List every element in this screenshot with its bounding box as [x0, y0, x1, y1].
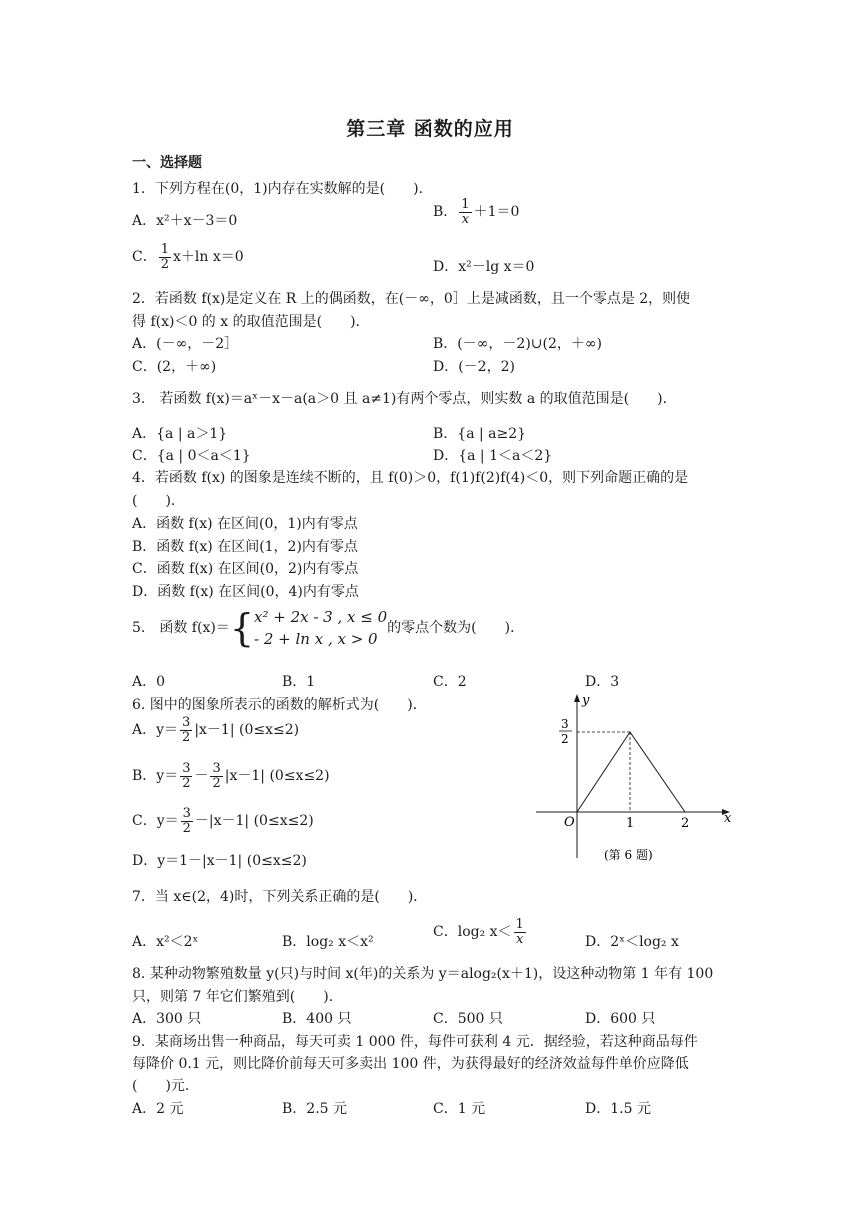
q2-option-a: A．(－∞，－2］	[132, 336, 239, 352]
q1-option-b: B． $\frac{1}{x}$ ＋1＝0	[433, 197, 520, 227]
q6-option-b: B．y＝ $\frac{3}{2}$ － $\frac{3}{2}$ |x－1| (0≤x≤2)	[132, 761, 330, 791]
y-tick-num: 3	[561, 717, 569, 731]
q4-option-b: B．函数 f(x) 在区间(1，2)内有零点	[132, 539, 358, 555]
x-axis-label: x	[724, 811, 732, 826]
q9-option-a: A．2 元	[132, 1101, 184, 1117]
q8-stem-line2: 只，则第 7 年它们繁殖到( )．	[132, 989, 343, 1005]
q5-case-1: x² + 2x - 3 , x ≤ 0	[254, 608, 388, 626]
fraction: $\frac{3}{2}$	[182, 806, 191, 836]
q1-option-c: C． $\frac{1}{2}$ x＋ln x＝0	[132, 242, 244, 272]
q8-option-c: C．500 只	[433, 1011, 503, 1027]
q3-option-b: B．{a | a≥2}	[433, 426, 527, 442]
q8-option-d: D．600 只	[585, 1011, 656, 1027]
q2-option-b: B．(－∞，－2)∪(2，＋∞)	[433, 336, 603, 352]
q6-option-d: D．y＝1－|x－1| (0≤x≤2)	[132, 853, 307, 869]
x-tick-1: 1	[626, 816, 635, 831]
q7-option-b: B．log₂ x＜x²	[282, 934, 374, 950]
q7-option-a: A．x²＜2ˣ	[132, 934, 199, 950]
page-title: 第三章 函数的应用	[346, 118, 514, 140]
q8-stem-line1: 8. 某种动物繁殖数量 y(只)与时间 x(年)的关系为 y＝alog₂(x＋1)，设这种动物第 1 年有 100	[132, 966, 714, 982]
q6-option-c: C．y＝ $\frac{3}{2}$ －|x－1| (0≤x≤2)	[132, 806, 314, 836]
q5-option-c: C．2	[433, 674, 467, 690]
y-axis-label: y	[582, 693, 590, 708]
q5-option-b: B．1	[282, 674, 316, 690]
x-tick-2: 2	[681, 816, 690, 831]
q3-stem: 3. 若函数 f(x)＝aˣ－x－a(a＞0 且 a≠1)有两个零点，则实数 a 的取值范围是( )．	[132, 391, 677, 407]
q5-stem: 5. 函数 f(x)＝{ x² + 2x - 3 , x ≤ 0 - 2 + ln x , x > 0 的零点个数为( )．	[132, 606, 525, 650]
q6-graph	[530, 688, 740, 868]
fraction: $\frac{3}{2}$	[182, 715, 191, 745]
y-tick-den: 2	[561, 732, 569, 746]
q4-stem-line1: 4．若函数 f(x) 的图象是连续不断的，且 f(0)＞0，f(1)f(2)f(4)＜0，则下列命题正确的是	[132, 470, 689, 486]
function-line	[577, 732, 685, 812]
fraction: $\frac{1}{x}$	[461, 197, 470, 227]
q9-stem-line1: 9．某商场出售一种商品，每天可卖 1 000 件，每件可获利 4 元．据经验，若这种商品每件	[132, 1034, 698, 1050]
q7-option-d: D．2ˣ＜log₂ x	[585, 934, 679, 950]
q9-option-c: C．1 元	[433, 1101, 486, 1117]
q8-option-a: A．300 只	[132, 1011, 202, 1027]
q4-option-d: D．函数 f(x) 在区间(0，4)内有零点	[132, 584, 359, 600]
q8-option-b: B．400 只	[282, 1011, 352, 1027]
q1-option-d: D．x²－lg x＝0	[433, 259, 535, 275]
piecewise-brace: { x² + 2x - 3 , x ≤ 0 - 2 + ln x , x > 0	[229, 606, 388, 650]
fraction: $\frac{3}{2}$	[212, 761, 221, 791]
q9-stem-line2: 每降价 0.1 元，则比降价前每天可多卖出 100 件，为获得最好的经济效益每件单价应降低	[132, 1056, 689, 1072]
q9-option-d: D．1.5 元	[585, 1101, 651, 1117]
q1-option-a: A．x²＋x－3＝0	[132, 213, 238, 229]
fraction: $\frac{1}{x}$	[515, 917, 524, 947]
section-title: 一、选择题	[132, 155, 202, 171]
q4-stem-line2: ( )．	[132, 493, 185, 509]
q3-option-c: C．{a | 0＜a＜1}	[132, 448, 251, 464]
q3-option-d: D．{a | 1＜a＜2}	[433, 448, 553, 464]
q2-stem-line1: 2．若函数 f(x)是定义在 R 上的偶函数，在(－∞，0］上是减函数，且一个零点是 2，则使	[132, 291, 691, 307]
q6-option-a: A．y＝ $\frac{3}{2}$ |x－1| (0≤x≤2)	[132, 715, 300, 745]
q4-option-c: C．函数 f(x) 在区间(0，2)内有零点	[132, 561, 359, 577]
q1-stem: 1．下列方程在(0，1)内存在实数解的是( )．	[132, 181, 433, 197]
q6-stem: 6. 图中的图象所表示的函数的解析式为( )．	[132, 697, 427, 713]
q2-option-c: C．(2，＋∞)	[132, 359, 217, 375]
fraction: $\frac{3}{2}$	[182, 761, 191, 791]
q5-option-a: A．0	[132, 674, 166, 690]
q7-stem: 7．当 x∈(2，4)时，下列关系正确的是( )．	[132, 889, 428, 905]
q2-stem-line2: 得 f(x)＜0 的 x 的取值范围是( )．	[132, 314, 370, 330]
fraction: $\frac{1}{2}$	[160, 242, 169, 272]
graph-caption: (第 6 题)	[604, 848, 653, 862]
q2-option-d: D．(－2，2)	[433, 359, 515, 375]
y-axis-arrow	[574, 694, 580, 702]
q3-option-a: A．{a | a＞1}	[132, 426, 228, 442]
q5-option-d: D．3	[585, 674, 620, 690]
q9-stem-line3: ( )元．	[132, 1078, 199, 1094]
origin-label: O	[564, 815, 575, 830]
q7-option-c: C．log₂ x＜ $\frac{1}{x}$	[433, 917, 524, 947]
q5-case-2: - 2 + ln x , x > 0	[254, 630, 378, 648]
q9-option-b: B．2.5 元	[282, 1101, 348, 1117]
q4-option-a: A．函数 f(x) 在区间(0，1)内有零点	[132, 516, 358, 532]
